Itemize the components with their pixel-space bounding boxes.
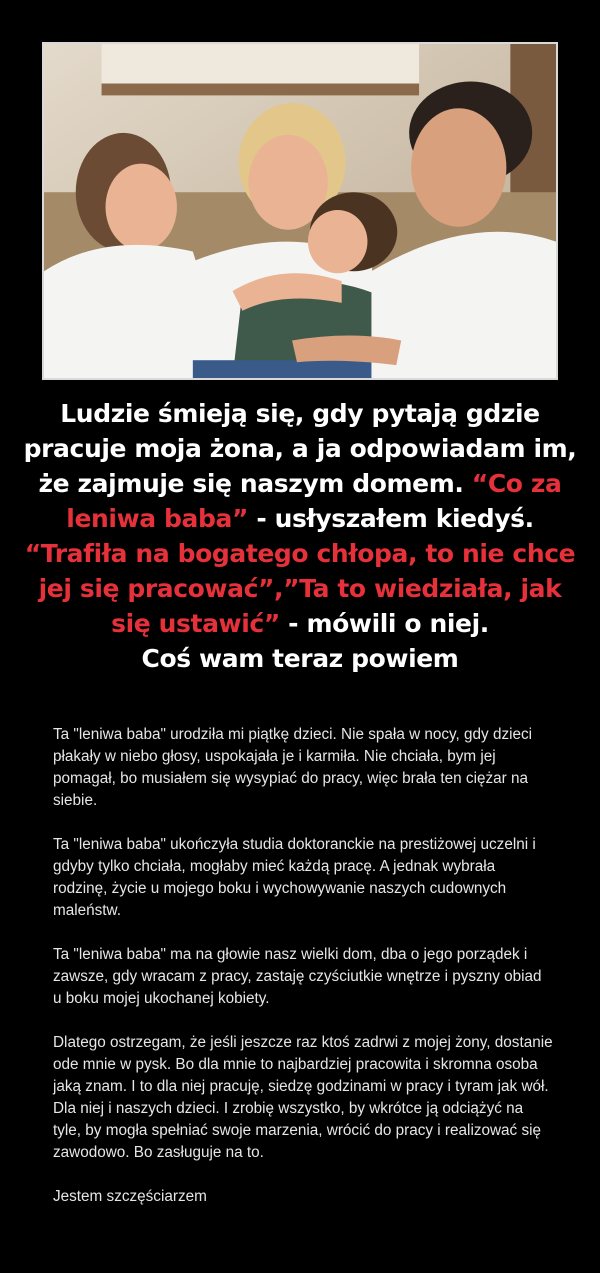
story-paragraph-3: Ta "leniwa baba" ma na głowie nasz wielki dom, dba o jego porządek i zawsze, gdy wracam z pracy, zastaję czyściutkie wnętrze i pyszny obiad u boku mojej ukochanej kobiety.: [53, 946, 542, 1007]
story-paragraph-1: Ta "leniwa baba" urodziła mi piątkę dzieci. Nie spała w nocy, gdy dzieci płakały w niebo głosy, uspokajała je i karmiła. Nie chciała, bym jej pomagał, bo musiałem się wysypiać do pracy, więc brała ten ciężar na siebie.: [53, 726, 533, 809]
headline-quote-1: “Co za leniwa baba”: [66, 469, 562, 533]
headline-text-4: Coś wam teraz powiem: [141, 644, 459, 673]
family-photo-illustration: [44, 44, 556, 378]
story-paragraph-2: Ta "leniwa baba" ukończyła studia doktoranckie na prestiżowej uczelni i gdyby tylko chciała, mogłaby mieć każdą pracę. A jednak wybrała rodzinę, życie u mojego boku i wychowywanie naszych cudownych maleństw.: [53, 836, 536, 919]
headline: [20, 396, 580, 676]
headline-text-2: - usłyszałem kiedyś.: [248, 504, 534, 533]
headline-text-3: - mówili o niej.: [279, 609, 489, 638]
headline-quote-2: “Trafiła na bogatego chłopa, to nie chce jej się pracować”,”Ta to wiedziała, jak się ustawić”: [24, 539, 576, 638]
story-paragraph-5: Jestem szczęściarzem: [53, 1188, 207, 1205]
story-body: [53, 724, 553, 1230]
story-paragraph-4: Dlatego ostrzegam, że jeśli jeszcze raz ktoś zadrwi z mojej żony, dostanie ode mnie w pysk. Bo dla mnie to najbardziej pracowita i skromna osoba jaką znam. I to dla niej pracuję, siedzę godzinami w pracy i tyram jak wół. Dla niej i naszych dzieci. I zrobię wszystko, by wkrótce ją odciążyć na tyle, by mogła spełniać swoje marzenia, wrócić do pracy i realizować się zawodowo. Bo zasługuje na to.: [53, 1034, 553, 1161]
headline-text-1: Ludzie śmieją się, gdy pytają gdzie pracuje moja żona, a ja odpowiadam im, że zajmuje się naszym domem.: [23, 399, 577, 498]
family-photo: [42, 42, 558, 380]
